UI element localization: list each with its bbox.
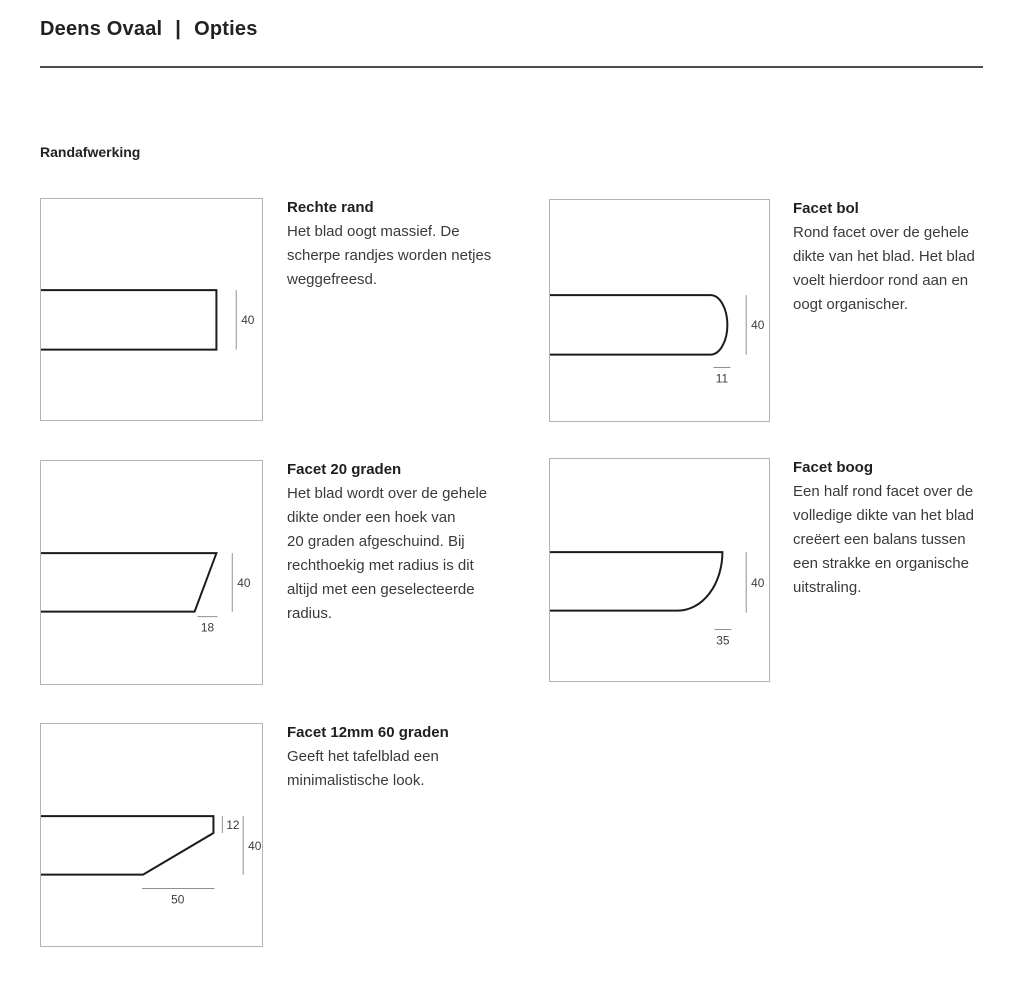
option-description-line: rechthoekig met radius is dit [287, 557, 474, 574]
dimension-label-thickness: 40 [751, 575, 765, 590]
option-description-line: scherpe randjes worden netjes [287, 247, 492, 264]
option-description-line: Rond facet over de gehele [793, 224, 969, 241]
option-text-facet-20-graden [287, 458, 517, 626]
option-title: Facet 12mm 60 graden [287, 724, 449, 741]
dimension-label-thickness: 40 [248, 838, 262, 853]
option-description-line: Het blad wordt over de gehele [287, 485, 488, 502]
option-description-line: minimalistische look. [287, 772, 425, 789]
diagram-facet-12mm-60-graden [40, 723, 263, 947]
dimension-label-thickness: 40 [237, 575, 251, 590]
option-description-line: oogt organischer. [793, 296, 909, 313]
diagram-facet-boog [549, 458, 770, 682]
option-title: Facet boog [793, 459, 874, 476]
option-description-line: Een half rond facet over de [793, 483, 974, 500]
edge-profile-drawing [550, 459, 769, 681]
page-header [40, 18, 258, 41]
option-text-facet-boog [793, 456, 1022, 600]
edge-profile-shape [550, 295, 727, 354]
edge-profile-drawing [41, 461, 262, 684]
diagram-facet-bol [549, 199, 770, 422]
header-divider [40, 66, 983, 68]
option-title: Rechte rand [287, 199, 374, 216]
option-description-line: Het blad oogt massief. De [287, 223, 460, 240]
dimension-label-thickness: 40 [751, 317, 765, 332]
option-description-line: een strakke en organische [793, 555, 969, 572]
option-description-line: altijd met een geselecteerde [287, 581, 475, 598]
option-description-line: dikte onder een hoek van [287, 509, 456, 526]
dimension-label-edge-width: 11 [715, 371, 729, 386]
edge-profile-shape [41, 290, 216, 349]
option-description-line: 20 graden afgeschuind. Bij [287, 533, 465, 550]
option-description-line: uitstraling. [793, 579, 862, 596]
edge-profile-shape [41, 816, 213, 874]
page-title: Opties [194, 18, 258, 40]
edge-profile-shape [550, 552, 722, 610]
option-description-line: voelt hierdoor rond aan en [793, 272, 969, 289]
option-description-line: radius. [287, 605, 333, 622]
option-title: Facet bol [793, 200, 859, 217]
section-label-randafwerking: Randafwerking [40, 144, 141, 160]
edge-profile-drawing [41, 724, 262, 946]
diagram-facet-20-graden [40, 460, 263, 685]
dimension-label-facet-height: 12 [226, 818, 240, 833]
dimension-label-edge-width: 50 [171, 892, 185, 907]
option-text-facet-12mm-60-graden [287, 721, 517, 793]
option-description-line: dikte van het blad. Het blad [793, 248, 975, 265]
diagram-rechte-rand [40, 198, 263, 421]
edge-profile-drawing [41, 199, 262, 420]
option-description-line: weggefreesd. [287, 271, 378, 288]
option-description-line: volledige dikte van het blad [793, 507, 974, 524]
dimension-label-edge-width: 18 [200, 620, 215, 635]
option-description-line: creëert een balans tussen [793, 531, 966, 548]
dimension-label-edge-width: 35 [716, 633, 730, 648]
edge-profile-drawing [550, 200, 769, 421]
header-separator: | [175, 18, 182, 40]
option-text-facet-bol [793, 197, 1022, 317]
option-title: Facet 20 graden [287, 461, 402, 478]
option-text-rechte-rand [287, 196, 517, 292]
product-name: Deens Ovaal [40, 18, 163, 40]
dimension-label-thickness: 40 [241, 312, 255, 327]
edge-profile-shape [41, 553, 216, 611]
option-description-line: Geeft het tafelblad een [287, 748, 439, 765]
